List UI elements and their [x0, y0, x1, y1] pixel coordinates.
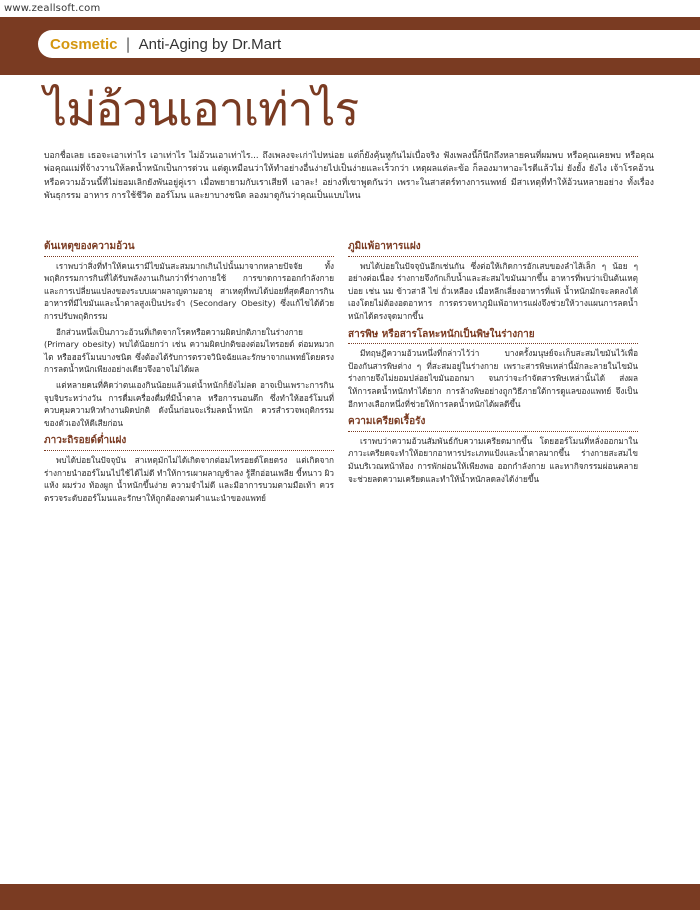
left-column [44, 235, 334, 507]
section-label: Cosmetic [50, 35, 118, 53]
paragraph: เราพบว่าสิ่งที่ทำให้คนเรามีไขมันสะสมมากเกินไปนั้นมาจากหลายปัจจัย ทั้งพฤติกรรมการกินที่ได้รับพลังงานเกินกว่าที่ร่างกายใช้ การขาดการออกกำลังกาย และการเปลี่ยนแปลงของระบบเผาผลาญตามอายุ สาเหตุที่พบได้บ่อยที่สุดคือการกินอาหารที่มีไขมันและน้ำตาลสูงเป็นประจำ (Secondary Obesity) ซึ่งแก้ไขได้ด้วยการปรับพฤติกรรม [44, 260, 334, 321]
intro-paragraph: บอกชื่อเลย เธอจะเอาเท่าไร เอาเท่าไร ไม่อ้วนเอาเท่าไร... ถึงเพลงจะเก่าไปหน่อย แต่ก็ยังคุ้นหูกันไม่เบื่อจริง ฟังเพลงนี้ก็นึกถึงหลายคนที่ผมพบ หรือคุณเคยพบ หรือคุณพ่อคุณแม่ที่จ้างวานให้ลดน้ำหนักเป็นการด่วน แต่ดูเหมือนว่าให้ทำอย่างอื่นง่ายไปเป็นง่ายและเร็วกว่า เหตุผลแต่ละข้อ ก็ลองมาหาอะไรดีแล้วไม่ ยังยั้ง ยังไง เจ้าโรคอ้วนหรือความอ้วนนี้ที่ไม่ยอมเลิกยังพันอยู่คู่เรา เมื่อพยายามกับเราเสียที เอาละ! อย่างที่เขาพูดกันว่า เพราะในสาสตร์ทางการแพทย์ มีสาเหตุที่ทำให้อ้วนหลายอย่าง ทั้งเรื่องพันธุกรรม อาหาร การใช้ชีวิต ฮอร์โมน และยาบางชนิด ลองมาดูกันว่าคุณเป็นแบบไหน [44, 151, 654, 202]
article-title: ไม่อ้วนเอาเท่าไร [44, 82, 359, 136]
watermark: www.zeallsoft.com [4, 3, 101, 14]
paragraph: พบได้บ่อยในปัจจุบันอีกเช่นกัน ซึ่งต่อให้เกิดการอักเสบของลำไส้เล็ก ๆ น้อย ๆ อย่างต่อเนื่อง ร่างกายจึงกักเก็บน้ำและสะสมไขมันมากขึ้น อาหารที่พบว่าเป็นต้นเหตุบ่อย เช่น นม ข้าวสาลี ไข่ ถั่วเหลือง เมื่อหลีกเลี่ยงอาหารที่แพ้ น้ำหนักมักจะลดลงได้เองโดยไม่ต้องอดอาหาร การตรวจหาภูมิแพ้อาหารแฝงจึงช่วยให้วางแผนการลดน้ำหนักได้ตรงจุดมากขึ้น [348, 260, 638, 321]
section-heading-causes: ต้นเหตุของความอ้วน [44, 241, 334, 257]
footer-bar [0, 884, 700, 910]
paragraph: อีกส่วนหนึ่งเป็นภาวะอ้วนที่เกิดจากโรคหรือความผิดปกติภายในร่างกาย (Primary obesity) พบได้น้อยกว่า เช่น ความผิดปกติของต่อมไทรอยด์ ต่อมหมวกไต หรือฮอร์โมนบางชนิด ซึ่งต้องได้รับการตรวจวินิจฉัยและรักษาจากแพทย์โดยตรง การลดน้ำหนักเพียงอย่างเดียวจึงอาจไม่ได้ผล [44, 326, 334, 375]
paragraph: เราพบว่าความอ้วนสัมพันธ์กับความเครียดมากขึ้น โดยฮอร์โมนที่หลั่งออกมาในภาวะเครียดจะทำให้อยากอาหารประเภทแป้งและน้ำตาลมากขึ้น ร่างกายสะสมไขมันบริเวณหน้าท้อง การพักผ่อนให้เพียงพอ ออกกำลังกาย และหากิจกรรมผ่อนคลาย จะช่วยลดความเครียดและทำให้น้ำหนักลดลงได้ง่ายขึ้น [348, 435, 638, 484]
paragraph: พบได้บ่อยในปัจจุบัน สาเหตุมักไม่ได้เกิดจากต่อมไทรอยด์โดยตรง แต่เกิดจากร่างกายนำฮอร์โมนไปใช้ได้ไม่ดี ทำให้การเผาผลาญช้าลง รู้สึกอ่อนเพลีย ขี้หนาว ผิวแห้ง ผมร่วง ท้องผูก น้ำหนักขึ้นง่าย ความจำไม่ดี และมีอาการบวมตามมือเท้า ควรตรวจระดับฮอร์โมนและรักษาให้ถูกต้องตามคำแนะนำของแพทย์ [44, 454, 334, 503]
section-heading-toxins: สารพิษ หรือสารโลหะหนักเป็นพิษในร่างกาย [348, 329, 638, 345]
header-divider: | [125, 35, 131, 53]
header-tab [38, 30, 700, 58]
section-heading-stress: ความเครียดเรื้อรัง [348, 416, 638, 432]
section-heading-thyroid: ภาวะถิรอยด์ต่ำแฝง [44, 435, 334, 451]
column-label: Anti-Aging by Dr.Mart [138, 35, 282, 53]
section-heading-food-allergy: ภูมิแพ้อาหารแฝง [348, 241, 638, 257]
right-column [348, 235, 638, 488]
paragraph: มีทฤษฎีความอ้วนหนึ่งที่กล่าวไว้ว่า บางครั้งมนุษย์จะเก็บสะสมไขมันไว้เพื่อป้องกันสารพิษต่าง ๆ ที่สะสมอยู่ในร่างกาย เพราะสารพิษเหล่านี้มักละลายในไขมัน ร่างกายจึงไม่ยอมปล่อยไขมันออกมา จนกว่าจะกำจัดสารพิษเหล่านั้นได้ ส่งผลให้การลดน้ำหนักทำได้ยาก การล้างพิษอย่างถูกวิธีภายใต้การดูแลของแพทย์ จึงเป็นอีกทางเลือกหนึ่งที่ช่วยให้การลดน้ำหนักได้ผลดีขึ้น [348, 348, 638, 409]
paragraph: แต่หลายคนที่คิดว่าตนเองกินน้อยแล้วแต่น้ำหนักก็ยังไม่ลด อาจเป็นเพราะการกินจุบจิบระหว่างวัน การดื่มเครื่องดื่มที่มีน้ำตาล หรือการนอนดึก ซึ่งทำให้ฮอร์โมนที่ควบคุมความหิวทำงานผิดปกติ ดังนั้นก่อนจะเริ่มลดน้ำหนัก ควรสำรวจพฤติกรรมของตัวเองให้ดีเสียก่อน [44, 379, 334, 428]
